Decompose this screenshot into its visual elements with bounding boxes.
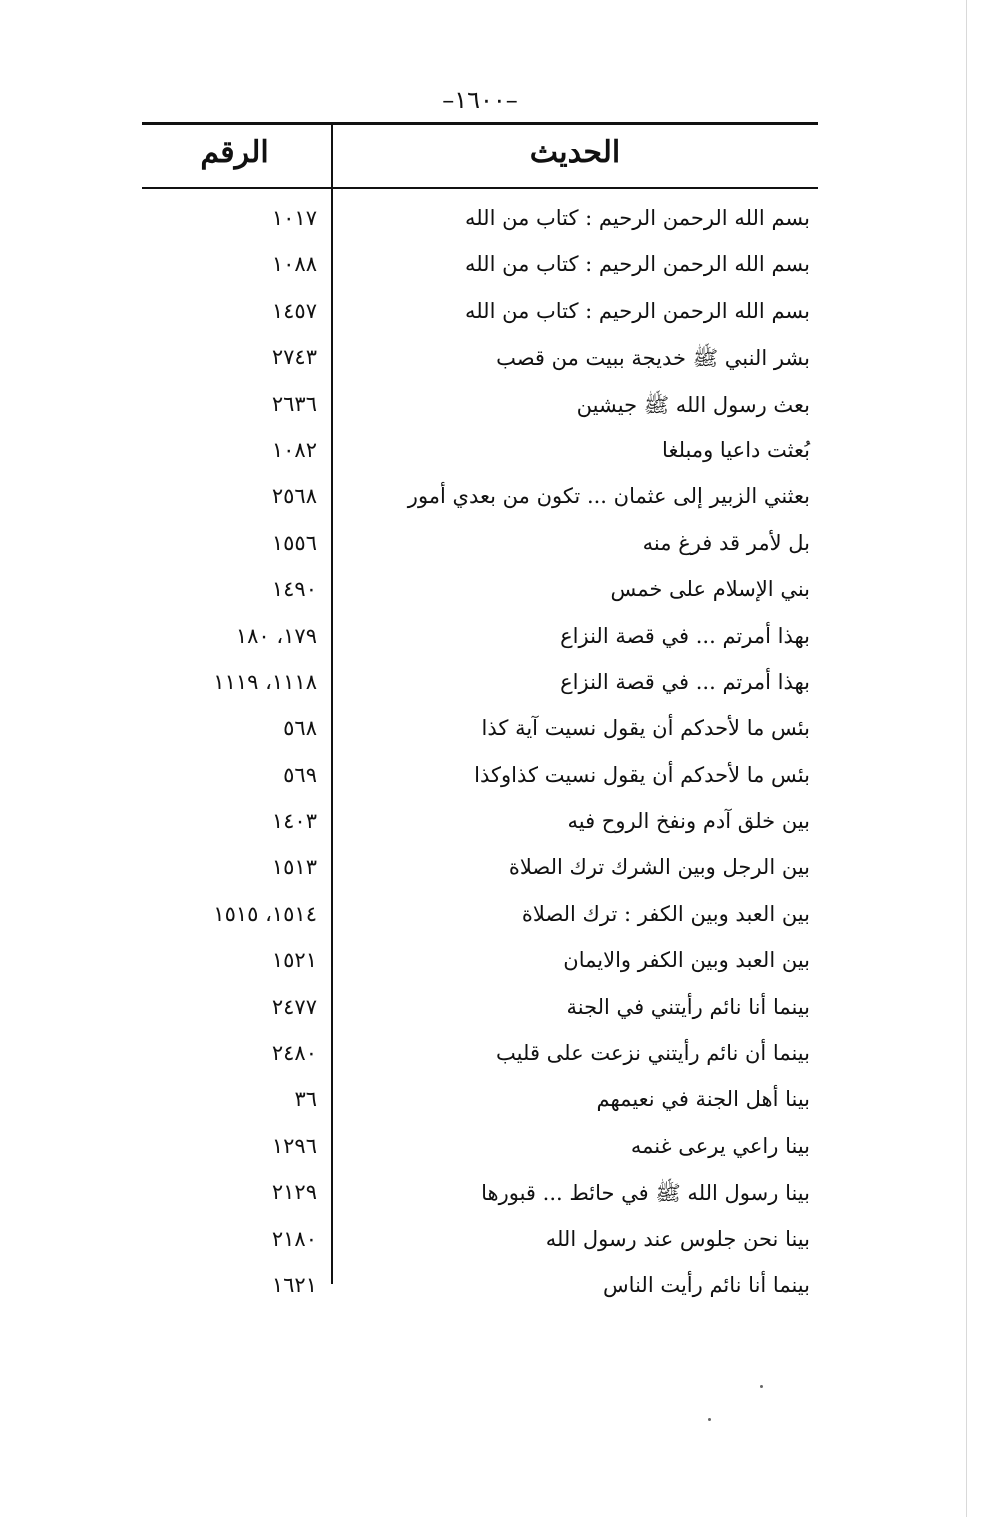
- table-row: [142, 478, 818, 524]
- reference-number: ٥٦٨: [283, 716, 317, 741]
- reference-number: ٣٦: [294, 1087, 317, 1112]
- table-row: [142, 803, 818, 849]
- reference-number: ١٠١٧: [271, 206, 317, 230]
- hadith-text: بسم الله الرحمن الرحيم : كتاب من الله: [464, 298, 810, 323]
- hadith-text: بشر النبي ﷺ خديجة ببيت من قصب: [496, 346, 810, 371]
- table-row: [142, 339, 818, 385]
- table-row: [142, 757, 818, 803]
- hadith-text: بين العبد وبين الكفر والايمان: [563, 948, 810, 973]
- reference-number: ١٥٥٦: [271, 530, 317, 555]
- hadith-text: بعثني الزبير إلى عثمان ... تكون من بعدي أمور: [407, 484, 810, 509]
- reference-number: ١٥٢١: [271, 948, 317, 973]
- table-row: [142, 942, 818, 988]
- page-number: –١٦٠٠–: [442, 86, 518, 114]
- hadith-text: بين خلق آدم ونفخ الروح فيه: [567, 809, 810, 834]
- reference-number: ٢٦٣٦: [271, 391, 317, 416]
- table-row: [142, 432, 818, 478]
- hadith-text: بسم الله الرحمن الرحيم : كتاب من الله: [464, 252, 810, 277]
- table-row: [142, 1221, 818, 1267]
- table-header-rule: [142, 187, 818, 189]
- hadith-text: بينا راعي يرعى غنمه: [630, 1133, 810, 1158]
- table-row: [142, 1081, 818, 1127]
- hadith-text: بني الإسلام على خمس: [610, 577, 810, 602]
- hadith-text: بهذا أمرتم ... في قصة النزاع: [560, 669, 810, 694]
- table-row: [142, 1128, 818, 1174]
- reference-number: ١١١٨، ١١١٩: [213, 669, 317, 694]
- table-row: [142, 618, 818, 664]
- column-header-hadith: الحديث: [529, 135, 621, 170]
- table-row: [142, 1174, 818, 1220]
- hadith-text: بينما أن نائم رأيتني نزعت على قليب: [496, 1041, 810, 1066]
- hadith-text: بُعثت داعيا ومبلغا: [662, 437, 810, 462]
- column-header-number: الرقم: [200, 135, 269, 170]
- table-row: [142, 571, 818, 617]
- reference-number: ١٦٢١: [271, 1272, 317, 1297]
- reference-number: ٢٥٦٨: [271, 484, 317, 509]
- table-row: [142, 849, 818, 895]
- scan-speck: [708, 1418, 711, 1421]
- hadith-text: بهذا أمرتم ... في قصة النزاع: [560, 623, 810, 648]
- table-row: [142, 1267, 818, 1313]
- hadith-text: بينما أنا نائم رأيت الناس: [603, 1272, 810, 1297]
- table-row: [142, 386, 818, 432]
- scan-margin-line: [966, 0, 967, 1517]
- hadith-text: بينا أهل الجنة في نعيمهم: [596, 1087, 810, 1112]
- hadith-text: بئس ما لأحدكم أن يقول نسيت آية كذا: [481, 716, 810, 741]
- hadith-text: بينما أنا نائم رأيتني في الجنة: [566, 994, 810, 1019]
- table-row: [142, 200, 818, 246]
- reference-number: ٢٧٤٣: [271, 345, 317, 370]
- table-row: [142, 246, 818, 292]
- reference-number: ١٥١٤، ١٥١٥: [213, 901, 317, 926]
- reference-number: ١٤٩٠: [271, 577, 317, 602]
- table-row: [142, 664, 818, 710]
- reference-number: ١٧٩، ١٨٠: [235, 623, 317, 648]
- hadith-text: بعث رسول الله ﷺ جيشين: [576, 392, 810, 417]
- reference-number: ١٠٨٨: [271, 252, 317, 277]
- reference-number: ٥٦٩: [283, 762, 317, 787]
- scan-speck: [760, 1385, 763, 1388]
- hadith-text: بين الرجل وبين الشرك ترك الصلاة: [508, 855, 810, 880]
- hadith-text: بينا نحن جلوس عند رسول الله: [545, 1226, 810, 1251]
- reference-number: ١٤٥٧: [271, 298, 317, 323]
- table-row: [142, 989, 818, 1035]
- hadith-text: بئس ما لأحدكم أن يقول نسيت كذاوكذا: [474, 762, 810, 787]
- table-row: [142, 710, 818, 756]
- table-row: [142, 293, 818, 339]
- reference-number: ٢٤٨٠: [271, 1041, 317, 1066]
- table-row: [142, 525, 818, 571]
- reference-number: ٢١٢٩: [271, 1180, 317, 1205]
- hadith-index-table: [142, 200, 818, 1313]
- reference-number: ١٢٩٦: [271, 1133, 317, 1158]
- reference-number: ١٥١٣: [271, 855, 317, 880]
- table-top-rule: [142, 122, 818, 125]
- reference-number: ٢٤٧٧: [271, 994, 317, 1019]
- table-row: [142, 1035, 818, 1081]
- hadith-text: بل لأمر قد فرغ منه: [642, 530, 810, 555]
- table-row: [142, 896, 818, 942]
- reference-number: ٢١٨٠: [271, 1226, 317, 1251]
- reference-number: ١٤٠٣: [271, 809, 317, 834]
- hadith-text: بسم الله الرحمن الرحيم : كتاب من الله: [464, 206, 810, 230]
- reference-number: ١٠٨٢: [271, 437, 317, 462]
- hadith-text: بين العبد وبين الكفر : ترك الصلاة: [521, 901, 810, 926]
- hadith-text: بينا رسول الله ﷺ في حائط ... قبورها: [481, 1181, 810, 1206]
